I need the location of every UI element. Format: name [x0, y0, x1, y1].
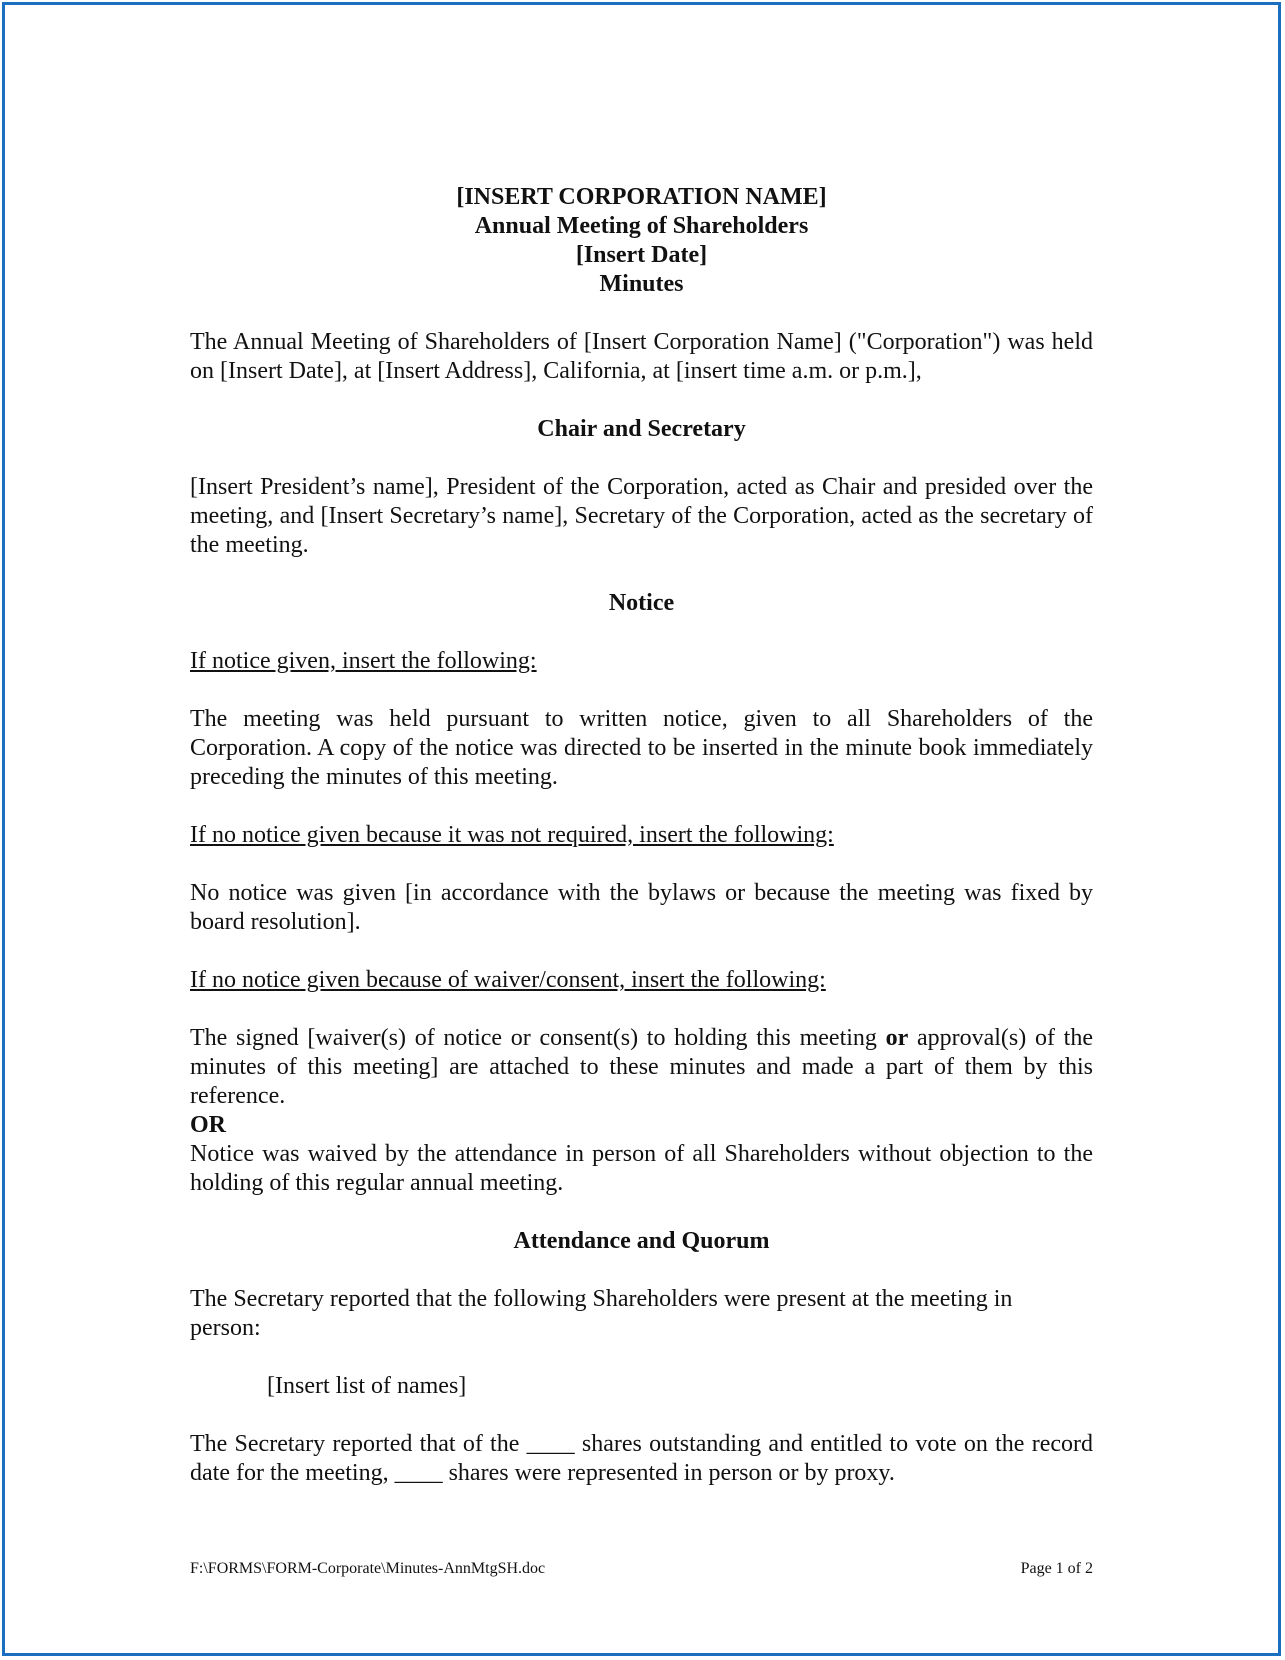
footer-file-path: F:\FORMS\FORM-Corporate\Minutes-AnnMtgSH.doc	[190, 1560, 546, 1577]
corporation-name: [INSERT CORPORATION NAME]	[456, 184, 827, 210]
notice-option-3-text-b: approval(s) of the minutes of this meeting] are attached to these minutes and made a part of them by this reference.	[190, 1025, 1093, 1109]
chair-heading: Chair and Secretary	[537, 416, 746, 442]
attendance-list: [Insert list of names]	[267, 1373, 467, 1399]
meeting-title: Annual Meeting of Shareholders	[474, 213, 809, 239]
document-page	[190, 183, 1093, 1488]
notice-option-1-label: If notice given, insert the following:	[190, 648, 537, 674]
notice-option-3-text-a: The signed [waiver(s) of notice or consent(s) to holding this meeting	[190, 1025, 886, 1051]
attendance-text-1: The Secretary reported that the following Shareholders were present at the meeting in person:	[190, 1286, 1013, 1341]
attendance-heading: Attendance and Quorum	[513, 1228, 770, 1254]
notice-option-3-text	[190, 1024, 1093, 1111]
notice-option-3-alt: Notice was waived by the attendance in person of all Shareholders without objection to the holding of this regular annual meeting.	[190, 1141, 1093, 1196]
chair-paragraph: [Insert President’s name], President of the Corporation, acted as Chair and presided over the meeting, and [Insert Secretary’s name], Secretary of the Corporation, acted as the secretary of the meeting.	[190, 474, 1093, 558]
intro-paragraph: The Annual Meeting of Shareholders of [Insert Corporation Name] ("Corporation") was held on [Insert Date], at [Insert Address], California, at [insert time a.m. or p.m.],	[190, 329, 1093, 384]
or-label: OR	[190, 1112, 226, 1138]
page-footer	[190, 1560, 1093, 1578]
notice-option-2-label: If no notice given because it was not required, insert the following:	[190, 822, 834, 848]
attendance-text-2: The Secretary reported that of the ____ shares outstanding and entitled to vote on the record date for the meeting, ____ shares were represented in person or by proxy.	[190, 1431, 1093, 1486]
notice-option-3-label: If no notice given because of waiver/consent, insert the following:	[190, 967, 826, 993]
notice-option-2-text: No notice was given [in accordance with the bylaws or because the meeting was fixed by board resolution].	[190, 880, 1093, 935]
document-type: Minutes	[599, 271, 684, 297]
notice-heading: Notice	[608, 590, 675, 616]
footer-page-number: Page 1 of 2	[1020, 1560, 1093, 1577]
notice-option-1-text: The meeting was held pursuant to written notice, given to all Shareholders of the Corporation. A copy of the notice was directed to be inserted in the minute book immediately preceding the minutes of this meeting.	[190, 706, 1093, 790]
meeting-date: [Insert Date]	[575, 242, 708, 268]
notice-option-3-or: or	[885, 1025, 909, 1051]
